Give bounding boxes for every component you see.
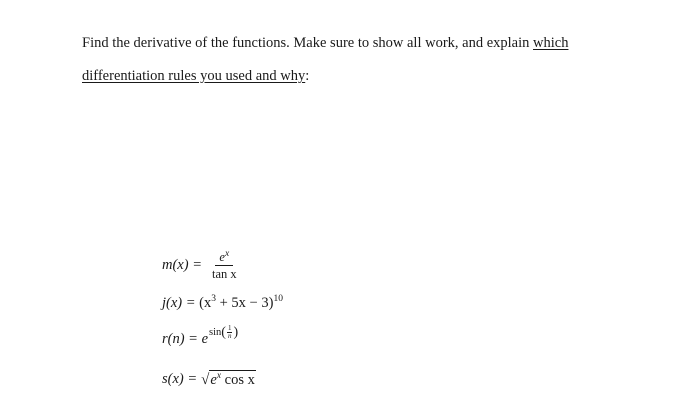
instructions-line-1-text: Find the derivative of the functions. Make sure to show all work, and explain	[82, 35, 534, 51]
instructions-line-2	[82, 60, 602, 93]
equation-j-lhs: j(x) =	[162, 295, 200, 311]
instructions-line-1-underlined: which	[533, 35, 569, 51]
equation-s-radicand	[209, 370, 256, 388]
instructions-line-1	[82, 27, 602, 60]
equation-r-close-paren: )	[233, 324, 239, 340]
equation-j-exp1: 3	[211, 294, 216, 305]
equation-m-fraction	[208, 250, 241, 281]
equation-m-numerator	[215, 250, 233, 266]
equation-m-num-exp: x	[224, 248, 230, 259]
equation-m	[162, 250, 241, 281]
equation-r-frac-den: n	[227, 332, 232, 340]
equation-s-base-exp: x	[216, 371, 222, 382]
equation-m-denominator: tan x	[211, 267, 237, 281]
equation-r-frac-num: 1	[227, 324, 232, 332]
equation-s-tail: cos x	[221, 372, 255, 388]
equation-j-body: (x	[199, 295, 212, 311]
equation-s-base: e	[210, 372, 217, 388]
equation-r-exponent	[209, 325, 238, 340]
equation-r	[162, 324, 239, 348]
equation-r-fn: sin	[209, 327, 222, 338]
equation-s-lhs: s(x) =	[162, 371, 198, 387]
equation-r-fraction	[227, 325, 233, 340]
equation-j	[162, 295, 283, 312]
equation-r-lhs: r(n) = e	[162, 331, 209, 347]
equation-r-open-paren: (	[221, 324, 226, 340]
equation-j-mid: + 5x − 3)	[216, 295, 274, 311]
instructions-line-2-tail: :	[305, 68, 310, 84]
equation-j-exp2: 10	[273, 294, 283, 305]
instructions-line-2-underlined: differentiation rules you used and why	[82, 68, 306, 84]
square-root	[201, 370, 256, 388]
equation-s	[162, 370, 256, 388]
radical-sign-icon: √	[201, 372, 210, 388]
instructions-text	[82, 27, 602, 93]
equation-m-num-base: e	[219, 250, 225, 264]
equation-m-lhs: m(x) =	[162, 257, 202, 273]
